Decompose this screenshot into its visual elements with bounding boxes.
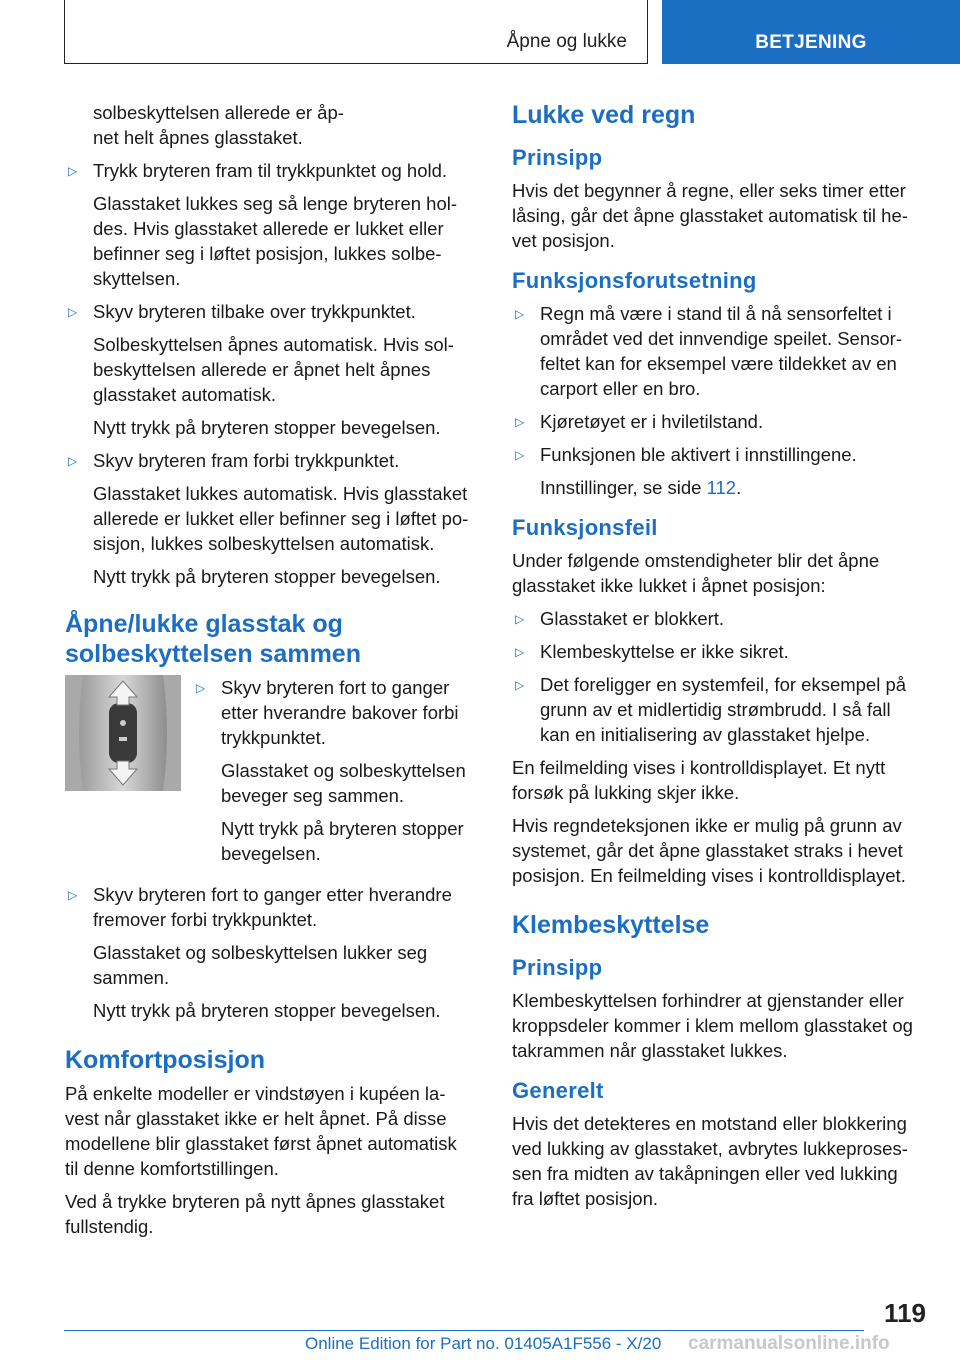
paragraph: Klembeskyttelsen forhindrer at gjenstander eller kroppsdeler kommer i klem mellom glasstaket og takrammen når glasstaket lukkes. bbox=[512, 990, 913, 1061]
subheading-forutsetning: Funksjonsforutsetning bbox=[512, 268, 757, 293]
right-column bbox=[512, 100, 932, 1219]
bullet-item: ▷ Skyv bryteren fort to ganger etter hverandre bakover forbi trykkpunktet. Glasstaket og solbeskyttelsen beveger seg sammen. Nytt trykk på bryteren stopper bevegelsen. bbox=[196, 677, 466, 864]
subheading-prinsipp: Prinsipp bbox=[512, 145, 603, 170]
bullet-item: ▷ Klembeskyttelse er ikke sikret. bbox=[515, 641, 789, 662]
section-heading-klem: Klembeskyttelse bbox=[512, 911, 710, 939]
bullet-triangle-icon: ▷ bbox=[68, 305, 78, 319]
subheading-feil: Funksjonsfeil bbox=[512, 515, 658, 540]
left-column bbox=[65, 100, 479, 1247]
bullet-triangle-icon: ▷ bbox=[515, 307, 525, 321]
page-number: 119 bbox=[884, 1298, 926, 1328]
bullet-triangle-icon: ▷ bbox=[515, 415, 525, 429]
section-heading-komfort: Komfortposisjon bbox=[65, 1046, 265, 1074]
footer-watermark: carmanualsonline.info bbox=[688, 1333, 890, 1354]
paragraph: Hvis det detekteres en motstand eller blokkering ved lukking av glasstaket, avbrytes lukkeproses- sen fra midten av takåpningen eller ved lukking fra løftet posisjon. bbox=[512, 1113, 908, 1209]
subheading-prinsipp: Prinsipp bbox=[512, 955, 603, 980]
bullet-item: ▷ Skyv bryteren tilbake over trykkpunktet. Solbeskyttelsen åpnes automatisk. Hvis sol- beskyttelsen allerede er åpnet helt åpnes glasstaket automatisk. Nytt trykk på bryteren stopper bevegelsen. bbox=[68, 301, 454, 438]
continued-text bbox=[65, 100, 479, 150]
paragraph: På enkelte modeller er vindstøyen i kupéen la- vest når glasstaket ikke er helt åpnet. På disse modellene blir glasstaket først åpnet automatisk til denne komfortstillingen. bbox=[65, 1083, 457, 1179]
header-chapter-title: BETJENING bbox=[755, 32, 867, 53]
bullet-item: ▷ Skyv bryteren fort to ganger etter hverandre fremover forbi trykkpunktet. Glasstaket og solbeskyttelsen lukker seg sammen. Nytt trykk på bryteren stopper bevegelsen. bbox=[68, 884, 452, 1021]
subheading-generelt: Generelt bbox=[512, 1078, 604, 1103]
bullet-triangle-icon: ▷ bbox=[196, 681, 206, 695]
bullet-item: ▷ Regn må være i stand til å nå sensorfeltet i området ved det innvendige speilet. Sensor- feltet kan for eksempel være tildekket av en carport eller en bro. bbox=[515, 303, 902, 399]
settings-reference: Innstillinger, se side 112. bbox=[540, 477, 742, 498]
page-link-112[interactable]: 112 bbox=[706, 477, 737, 498]
paragraph: Ved å trykke bryteren på nytt åpnes glasstaket fullstendig. bbox=[65, 1191, 445, 1237]
bullet-triangle-icon: ▷ bbox=[68, 888, 78, 902]
bullet-triangle-icon: ▷ bbox=[68, 454, 78, 468]
bullet-triangle-icon: ▷ bbox=[515, 448, 525, 462]
bullet-item: ▷ Skyv bryteren fram forbi trykkpunktet. Glasstaket lukkes automatisk. Hvis glasstaket allerede er lukket eller befinner seg i løftet po- sisjon, lukkes solbeskyttelsen automatisk. Nytt trykk på bryteren stopper bevegelsen. bbox=[68, 450, 469, 587]
section-heading-together: Åpne/lukke glasstak og solbeskyttelsen sammen bbox=[65, 610, 361, 668]
paragraph: Hvis det begynner å regne, eller seks timer etter låsing, går det åpne glasstaket automatisk til he- vet posisjon. bbox=[512, 180, 908, 251]
bullet-item: ▷ Trykk bryteren fram til trykkpunktet og hold. Glasstaket lukkes seg så lenge bryteren hol- des. Hvis glasstaket allerede er lukket eller befinner seg i løftet posisjon, lukkes solbe- skyttelsen. bbox=[68, 160, 458, 289]
paragraph: Hvis regndeteksjonen ikke er mulig på grunn av systemet, går det åpne glasstaket straks i hevet posisjon. En feilmelding vises i kontrolldisplayet. bbox=[512, 815, 906, 886]
header-chapter-tab bbox=[662, 0, 960, 64]
bullet-triangle-icon: ▷ bbox=[68, 164, 78, 178]
illustrated-bullet bbox=[65, 675, 479, 882]
header-section-box bbox=[64, 0, 648, 64]
paragraph: solbeskyttelsen allerede er åp- net helt åpnes glasstaket. bbox=[93, 102, 344, 148]
bullet-item: ▷ Glasstaket er blokkert. bbox=[515, 608, 725, 629]
bullet-triangle-icon: ▷ bbox=[515, 678, 525, 692]
bullet-item: ▷ Funksjonen ble aktivert i innstillingene. Innstillinger, se side 112. bbox=[512, 442, 932, 500]
paragraph: Under følgende omstendigheter blir det åpne glasstaket ikke lukket i åpnet posisjon: bbox=[512, 550, 880, 596]
paragraph: En feilmelding vises i kontrolldisplayet. Et nytt forsøk på lukking skjer ikke. bbox=[512, 757, 886, 803]
bullet-triangle-icon: ▷ bbox=[515, 612, 525, 626]
bullet-item: ▷ Kjøretøyet er i hviletilstand. bbox=[515, 411, 764, 432]
header-section-title: Åpne og lukke bbox=[506, 31, 627, 52]
footer-edition: Online Edition for Part no. 01405A1F556 - X/20 bbox=[305, 1334, 662, 1353]
bullet-item: ▷ Det foreligger en systemfeil, for eksempel på grunn av et midlertidig strømbrudd. I så fall kan en initialisering av glasstaket hjelpe. bbox=[515, 674, 907, 745]
bullet-triangle-icon: ▷ bbox=[515, 645, 525, 659]
section-heading-regn: Lukke ved regn bbox=[512, 101, 696, 129]
footer-rule bbox=[64, 1330, 864, 1331]
roof-switch-illustration bbox=[65, 675, 181, 791]
